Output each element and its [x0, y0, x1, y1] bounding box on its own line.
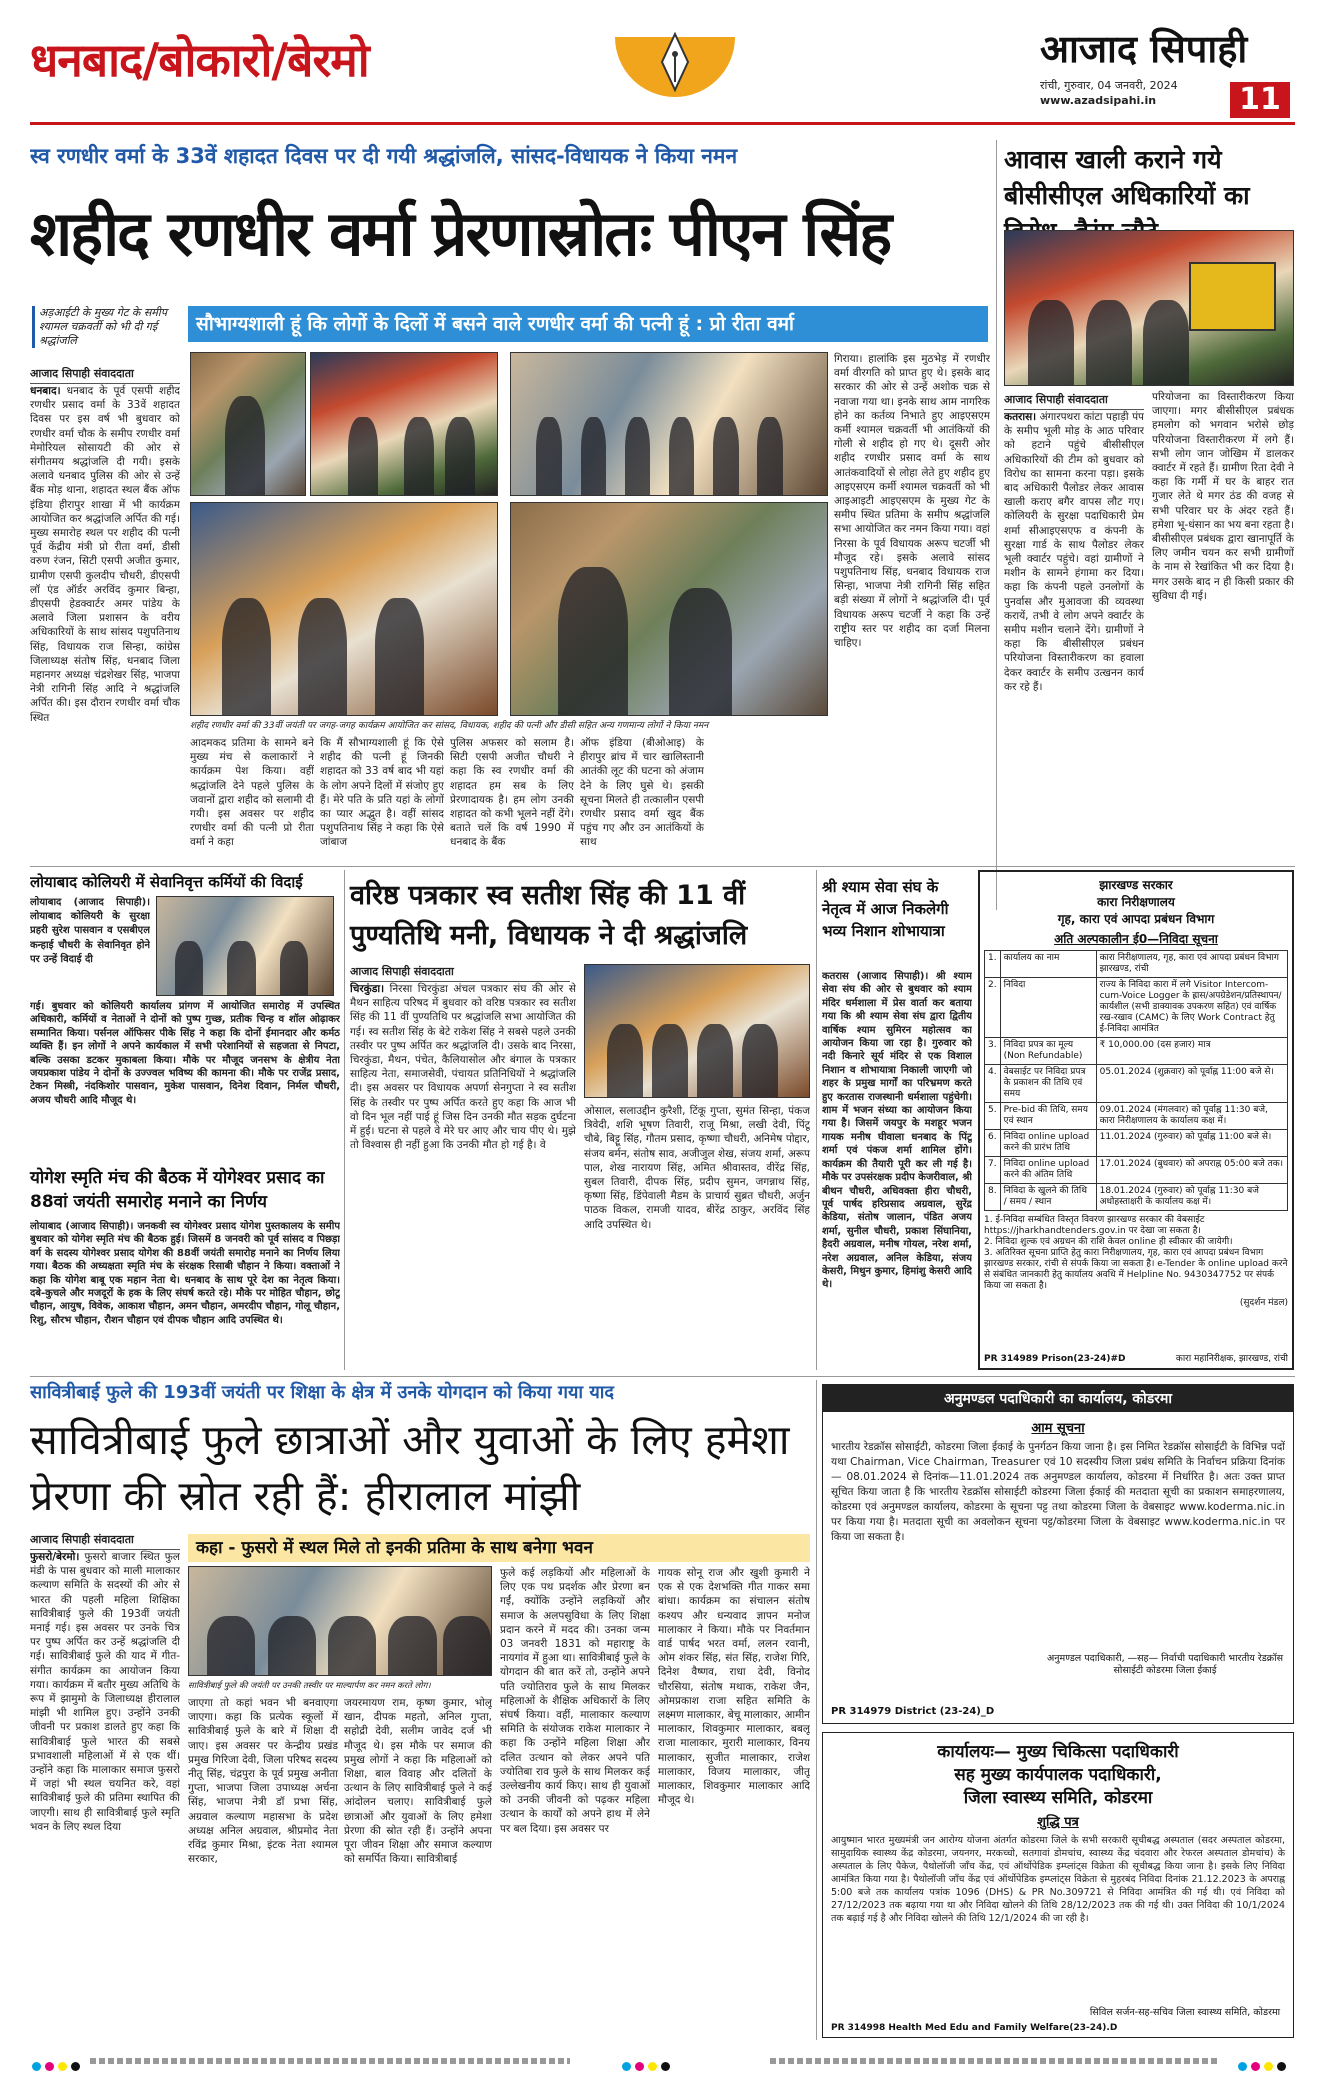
savitri-col3: जयरमायण राम, कृष्ण कुमार, भोलू खान, दीपक महतो, अनिल गुप्ता, सहोद्री देवी, सलीम जावेद दर्ज भी मौजूद थे। इस मौके पर समाज की प्रमुख लोगों ने कहा कि महिलाओं को शिक्षा, बाल विवाह और दलितों के उत्थान के लिए सावित्रीबाई फुले ने कई आंदोलन चलाए। सावित्रीबाई फुले छात्राओं और युवाओं के लिए हमेशा प्रेरणा की स्रोत रही हैं। उन्होंने अपना पूरा जीवन शिक्षा और समाज कल्याण को समर्पित किया। सावित्रीबाई [344, 1697, 492, 1866]
savitri-col5: गायक सोनू राज और खुशी कुमारी ने एक से एक देशभक्ति गीत गाकर समा बांधा। कार्यक्रम का संचालन संतोष कश्यप और धन्यवाद ज्ञापन मनोज मालाकार ने किया। मौके पर निवर्तमान वार्ड पार्षद भरत वर्मा, ललन रवानी, ओम शंकर सिंह, संत सिंह, राजेश गिरि, दिनेश वैष्णव, राधा देवी, विनोद चौरसिया, संतोष मथाक, राकेश जैन, ओमप्रकाश राजा सहित समिति के लक्ष्मण मालाकार, बेचू मालाकार, आमीन मालाकार, शिवकुमार मालाकार, बबलू राजा मालाकार, मुरारी मालाकार, विनय मालाकार, सुजीत मालाकार, राजेश मालाकार, विजय मालाकार, जीतू मालाकार, शिवकुमार मालाकार आदि मौजूद थे। [658, 1567, 810, 1807]
registration-marks-right [1236, 2056, 1288, 2075]
paper-logo [610, 32, 740, 107]
tender-row-value: ₹ 10,000.00 (दस हजार) मात्र [1096, 1038, 1287, 1065]
divider [30, 866, 1295, 867]
tender-notice [978, 870, 1294, 1370]
tender-row-number: 8. [985, 1184, 1001, 1211]
tender-pr: PR 314989 Prison(23-24)#D [984, 1354, 1126, 1364]
health-line3: जिला स्वास्थ्य समिति, कोडरमा [963, 1788, 1153, 1808]
tender-row-field: निविदा के खुलने की तिथि / समय / स्थान [1000, 1184, 1096, 1211]
divider [30, 1376, 1295, 1377]
bccl-byline: आजाद सिपाही संवाददाता [1004, 390, 1144, 410]
tender-row-number: 6. [985, 1130, 1001, 1157]
tender-row-field: वेबसाईट पर निविदा प्रपत्र के प्रकाशन की तिथि एवं समय [1000, 1065, 1096, 1103]
lead-headline: शहीद रणधीर वर्मा प्रेरणास्रोतः पीएन सिंह [30, 197, 891, 270]
tender-signatory-title: कारा महानिरीक्षक, झारखण्ड, रांची [1175, 1354, 1288, 1364]
koderma-signatory: अनुमण्डल पदाधिकारी, —सह— निर्वाची पदाधिकारी भारतीय रेडक्रॉस सोसाईटी कोडरमा जिला ईकाई [1047, 1653, 1283, 1676]
tender-row [985, 1065, 1288, 1103]
health-signatory: सिविल सर्जन-सह-सचिव जिला स्वास्थ्य समिति, कोडरमा [1089, 2007, 1281, 2018]
tender-row [985, 951, 1288, 978]
bccl-photo [1004, 230, 1294, 386]
lead-photo-1 [190, 352, 306, 496]
tender-notes [984, 1215, 1288, 1292]
lead-col6: गिराया। हालांकि इस मुठभेड़ में रणधीर वर्मा वीरगति को प्राप्त हुए थे। इसके बाद सरकार की ओर से उन्हें अशोक चक्र से नवाजा गया था। इनके साथ आम नागरिक होने का कर्तव्य निभाते हुए आइएसएम कर्मी श्यामल चक्रवर्ती भी आतंकियों की गोली से शहीद हो गए थे। दूसरी ओर शहीद रणधीर प्रसाद वर्मा के साथ आतंकवादियों से लोहा लेते हुए शहीद हुए आइएसएम कर्मी श्यामल चक्रवर्ती को भी आइआइटी आइएसएम के मुख्य गेट के समीप स्थित प्रतिमा के समीप श्रद्धांजलि सभा आयोजित कर नमन किया गया। वहां निरसा के पूर्व विधायक अरूप चटर्जी भी मौजूद रहे। इसके अलावे सांसद पशुपतिनाथ सिंह, धनबाद विधायक राज सिन्हा, भाजपा नेत्री रागिनी सिंह सहित बड़ी संख्या में लोगों ने श्रद्धांजलि दी। पूर्व विधायक अरूप चटर्जी ने कहा कि उन्हें राष्ट्रीय स्तर पर शहीद का दर्जा मिलना चाहिए। [834, 353, 990, 650]
shyam-headline: श्री श्याम सेवा संघ के नेतृत्व में आज निकलेगी भव्य निशान शोभायात्रा [822, 878, 949, 940]
savitri-col1-text: फुसरो बाजार स्थित फुल मंडी के पास बुधवार को माली मालाकार कल्याण समिति के सदस्यों की ओर से भारत की पहली महिला शिक्षिका सावित्रीबाई फुले की 193वीं जयंती मनाई गई। इस अवसर पर उनके चित्र पर पुष्प अर्पित कर उन्हें श्रद्धांजलि दी गई। सावित्रीबाई फुले की याद में गीत-संगीत कार्यक्रम का आयोजन किया गया। कार्यक्रम में बतौर मुख्य अतिथि के रूप में झामुमो के जिलाध्यक्ष हीरालाल मांझी भी शामिल हुए। उन्होंने उनकी जीवनी पर प्रकाश डालते हुए कहा कि सावित्रीबाई फुले भारत की सबसे प्रभावशाली महिलाओं में से एक थीं। उन्होंने कहा कि मालाकार समाज फुसरो में जहां भी स्थल चयनित करे, वहां सावित्रीबाई फुले की प्रतिमा स्थापित की जाएगी। साथ ही सावित्रीबाई फुले स्मृति भवन के लिए स्थल दिया [30, 1551, 180, 1833]
satish-headline: वरिष्ठ पत्रकार स्व सतीश सिंह की 11 वीं पुण्यतिथि मनी, विधायक ने दी श्रद्धांजलि [350, 880, 748, 951]
bccl-dateline: कतरास। [1004, 411, 1037, 423]
lead-col3: कि मैं सौभाग्यशाली हूं कि ऐसे शहीद की पत्नी हूं जिनकी शहादत को 33 वर्ष बाद भी यहां के लोग अपने दिलों में संजोए हुए हैं। मेरे पति के प्रति यहां के लोगों का प्यार अद्भुत है। वहीं सांसद पशुपतिनाथ सिंह ने कहा कि ऐसे जांबाज [320, 737, 444, 849]
tender-row-value: 17.01.2024 (बुधवार) को अपराह्न 05:00 बजे तक। [1096, 1157, 1287, 1184]
tender-signatory: (सुदर्शन मंडल) [1239, 1298, 1288, 1308]
divider [816, 870, 817, 1370]
koderma-notice [822, 1384, 1294, 1724]
koderma-body: भारतीय रेडक्रॉस सोसाईटी, कोडरमा जिला ईकाई के पुनर्गठन किया जाना है। इस निमित रेडक्रॉस सोसाईटी के विभिन्न पदों यथा Chairman, Vice Chairman, Treasurer एवं 10 सदस्यीय जिला प्रबंध समिति के निर्वाचन प्रक्रिया दिनांक— 08.01.2024 से दिनांक—11.01.2024 तक अनुमण्डल कार्यालय, कोडरमा में निर्धारित है। अतः उक्त प्राप्त सूचित किया जाता है कि भारतीय रेडक्रॉस सोसाईटी कोडरमा जिला ईकाई की मतदाता सूची का प्रकाशन समाहरणालय, कोडरमा एवं अनुमण्डल कार्यालय, कोडरमा के सूचना पट्ट तथा कोडरमा जिला के वेबसाइट www.koderma.nic.in पर किया गया है। मतदाता सूची का अवलोकन सूचना पट्ट/कोडरमा जिला के वेबसाइट www.koderma.nic.in पर किया जा सकता है। [831, 1441, 1285, 1543]
tender-row-field: निविदा online upload करने की प्रारंभ तिथि [1000, 1130, 1096, 1157]
lead-col1-text: धनबाद के पूर्व एसपी शहीद रणधीर प्रसाद वर्मा के 33वें शहादत दिवस पर इस वर्ष भी बुधवार को रणधीर वर्मा चौक के समीप रणधीर वर्मा मेमोरियल सोसायटी की ओर से संगीतमय श्रद्धांजलि दी गयी। इसके अलावे धनबाद पुलिस की ओर से उन्हें बैंक मोड़ थाना, शहादत स्थल बैंक ऑफ इंडिया हीरापुर शाखा में भी कार्यक्रम आयोजित कर श्रद्धांजलि अर्पित की गई। मुख्य समारोह स्थल पर शहीद की पत्नी पूर्व केंद्रीय मंत्री प्रो रीता वर्मा, डीसी वरुण रंजन, सिटी एसपी अजीत कुमार, ग्रामीण एसपी कुलदीप चौधरी, डीएसपी लॉ एंड ऑर्डर अरविंद कुमार बिन्हा, डीएसपी हेडक्वार्टर अमर पांडेय के अलावे जिला प्रशासन के वरीय अधिकारियों के साथ सांसद पशुपतिनाथ सिंह, विधायक राज सिन्हा, कांग्रेस जिलाध्यक्ष संतोष सिंह, धनबाद जिला महानगर अध्यक्ष चंद्रशेखर सिंह, भाजपा नेत्री रागिनी सिंह आदि ने श्रद्धांजलि अर्पित की। इस दौरान रणधीर वर्मा चौक स्थित [30, 385, 180, 724]
footer-bar-right [770, 2058, 1220, 2064]
tender-row-field: निविदा प्रपत्र का मूल्य (Non Refundable) [1000, 1038, 1096, 1065]
tender-row [985, 978, 1288, 1038]
savitri-headline: सावित्रीबाई फुले छात्राओं और युवाओं के लिए हमेशा प्रेरणा की स्रोत रही हैं: हीरालाल मांझी [30, 1416, 790, 1520]
health-notice [822, 1732, 1294, 2038]
koderma-office: अनुमण्डल पदाधिकारी का कार्यालय, कोडरमा [823, 1385, 1293, 1412]
satish-photo [584, 964, 810, 1098]
tender-gov: झारखण्ड सरकार [1099, 878, 1173, 892]
lead-side-caption: अड़आईटी के मुख्य गेट के समीप श्यामल चक्रवर्ती को भी दी गई श्रद्धांजलि [32, 306, 180, 348]
loyabad-body: गई। बुधवार को कोलियरी कार्यालय प्रांगण में आयोजित समारोह में उपस्थित अधिकारी, कर्मियों व नेताओं ने दोनों को पुष्प गुच्छ, प्रतीक चिन्ह व शॉल ओढ़ाकर सम्मानित किया। पर्सनल ऑफिसर पीके सिंह ने कहा कि दोनों ईमानदार और कर्मठ व्यक्ति हैं। इन लोगों ने अपने कार्यकाल में सभी परेशानियों से सहजता से निपटा, बल्कि उसका डटकर मुकाबला किया। मौके पर मौजूद जनसभ के क्षेत्रीय नेता जयप्रकाश पांडेय ने दोनों के उज्ज्वल भविष्य की कामना की। मौके पर राजेंद्र प्रसाद, टेकन मिस्त्री, नंदकिशोर पासवान, मुकेश पासवान, दिनेश दिवान, निर्मल चौधरी, अजय चौधरी आदि मौजूद थे। [30, 1001, 340, 1106]
tender-row-number: 7. [985, 1157, 1001, 1184]
divider [344, 870, 345, 1370]
health-pr: PR 314998 Health Med Edu and Family Welfare(23-24).D [831, 2023, 1118, 2033]
satish-col1 [350, 982, 576, 1368]
health-line2: सह मुख्य कार्यपालक पदाधिकारी, [954, 1765, 1162, 1785]
tender-note: 2. निविदा शुल्क एवं अग्रधन की राशि केवल online ही स्वीकार की जायेगी। [984, 1237, 1233, 1247]
lead-col5: ऑफ इंडिया (बीओआइ) के हीरापुर ब्रांच में चार खालिस्तानी आतंकी लूट की घटना को अंजाम देने के लिए घुसे थे। इसकी सूचना मिलते ही तत्कालीन एसपी रणधीर प्रसाद वर्मा खुद बैंक पहुंच गए और उन आतंकियों के साथ [580, 737, 704, 849]
lead-col4: पुलिस अफसर को सलाम है। सिटी एसपी अजीत चौधरी ने कहा कि स्व रणधीर वर्मा की शहादत हम सब के लिए प्रेरणादायक है। हम लोग उनकी शहादत को कभी भूलने नहीं देंगे। बताते चलें कि वर्ष 1990 में धनबाद के बैंक [450, 737, 574, 849]
yogeshwar-body: लोयाबाद (आजाद सिपाही)। जनकवी स्व योगेश्वर प्रसाद योगेश पुस्तकालय के समीप बुधवार को योगेश स्मृति मंच की बैठक हुई। जिसमें 8 जनवरी को पूर्व सांसद व पिछड़ा वर्ग के सदस्य योगेश्वर प्रसाद योगेश की 88वीं जयंती समारोह मनाने का निर्णय लिया गया। बैठक की अध्यक्षता स्मृति मंच के संरक्षक रिसाबी चौहान ने किया। वक्ताओं ने कहा कि योगेश बाबू एक महान नेता थे। धनबाद के साथ पूरे देश का नेतृत्व किया। दबे-कुचले और मजदूरों के हक के लिए संघर्ष करते रहे। मौके पर मोहित चौहान, छोटू चौहान, आयुष, विवेक, आकाश चौहान, अमन चौहान, अमरदीप चौहान, गोलू चौहान, रिशु, सौरभ चौहान, रौशन चौहान एवं दीपक चौहान आदि उपस्थित थे। [30, 1221, 340, 1326]
lead-photo-5 [510, 502, 828, 716]
tender-note: 1. ई-निविदा सम्बंधित विस्तृत विवरण झारखण्ड सरकार की वेबसाईट https://jharkhandtenders.gov.in पर देखा जा सकता है। [984, 1215, 1205, 1236]
tender-row-value: 09.01.2024 (मंगलवार) को पूर्वाह्न 11:30 बजे, कारा निरीक्षणालय के कार्यालय कक्ष में। [1096, 1103, 1287, 1130]
health-title: शुद्धि पत्र [1037, 1815, 1079, 1830]
loyabad-photo [156, 896, 334, 996]
tender-row-value: 11.01.2024 (गुरुवार) को पूर्वाह्न 11:00 बजे से। [1096, 1130, 1287, 1157]
lead-col2: आदमकद प्रतिमा के सामने बने मुख्य मंच से कलाकारों ने कार्यक्रम पेश किया। वहीं श्रद्धांजलि देने पहले पुलिस के जवानों द्वारा शहीद को सलामी दी गयी। इस अवसर पर शहीद रणधीर वर्मा की पत्नी प्रो रीता वर्मा ने कहा [190, 737, 314, 849]
lead-col1 [30, 384, 180, 904]
tender-notice-title: अति अल्पकालीन ई0—निविदा सूचना [1054, 932, 1218, 946]
lead-photo-caption: शहीद रणधीर वर्मा की 33वीं जयंती पर जगह-जगह कार्यक्रम आयोजित कर सांसद, विधायक, शहीद की पत्नी और डीसी सहित अन्य गणमान्य लोगों ने किया नमन [190, 721, 709, 731]
dateline: रांची, गुरुवार, 04 जनवरी, 2024 [1040, 79, 1178, 92]
tender-row-value: 18.01.2024 (गुरुवार) को पूर्वाह्न 11:30 बजे अधोहस्ताक्षरी के कार्यालय कक्ष में। [1096, 1184, 1287, 1211]
health-body: आयुष्मान भारत मुख्यमंत्री जन आरोग्य योजना अंतर्गत कोडरमा जिले के सभी सरकारी सूचीबद्ध अस्पताल (सदर अस्पताल कोडरमा, सामुदायिक स्वास्थ्य केंद्र कोडरमा, जयनगर, मरकच्चो, सतगावां डोमचांच, स्वास्थ्य केंद्र चंदवारा और रेफरल अस्पताल डोमचांच) के अस्पताल के लिए पैकेज, पैथोलॉजी जाँच केंद्र, एवं ऑर्थोपेडिक इम्प्लांट्स विक्रेता की सूचीबद्ध किया जाना है। इसके लिए निविदा आमंत्रित किया गया है। पैथोलॉजी जाँच केंद्र एवं ऑर्थोपेडिक इम्प्लांट्स विक्रेता से मुहरबंद निविदा दिनांक 21.12.2023 के अपराह्न 5:00 बजे तक कार्यालय पत्रांक 1096 (DHS) & PR No.309721 से निविदा आमंत्रित की गई थी। एवं निविदा को 27/12/2023 तक बढ़ाया गया था और निविदा खोलने की तिथि 28/12/2023 तक की गई थी। उक्त निविदा की 10/1/2024 तक बढ़ाई गई है और निविदा खोलने की तिथि 12/1/2024 की जा रही है। [831, 1835, 1285, 1924]
tender-row-field: Pre-bid की तिथि, समय एवं स्थान [1000, 1103, 1096, 1130]
footer-bar-left [90, 2058, 570, 2064]
savitri-photo [188, 1566, 492, 1676]
bccl-col1 [1004, 410, 1144, 910]
bccl-headline: आवास खाली कराने गये बीसीसीएल अधिकारियों का [1004, 145, 1250, 210]
bccl-col1-text: अंगारपथरा कांटा पहाड़ी पंप के समीप भूली मोड़ के आठ परिवार को हटाने पहुंचे बीसीसीएल अधिकारियों की टीम को बुधवार को विरोध का सामना करना पड़ा। इसके बाद अधिकारी पैलोडर लेकर आवास खाली कराए बगैर वापस लौट गए। कोलियरी के सुरक्षा पदाधिकारी प्रेम शर्मा सीआइएसएफ व कंपनी के सुरक्षा गार्ड के साथ पैलोडर लेकर भूली क्वार्टर पहुंचे। वहां ग्रामीणों ने मशीन के सामने हंगामा कर दिया। कहा कि कंपनी पहले उनलोगों के पुनर्वास और मुआवजा की व्यवस्था करायें, तभी वे लोग अपने क्वार्टर के समीप मशीन चलाने देंगे। ग्रामीणों ने कहा कि बीसीसीएल प्रबंधन परियोजना विस्तारीकरण का हवाला देकर क्वार्टर के समीप उत्खनन कार्य कर रहे हैं। [1004, 411, 1144, 693]
lead-byline: आजाद सिपाही संवाददाता [30, 364, 180, 384]
lead-photo-2 [310, 352, 498, 496]
tender-ministry: गृह, कारा एवं आपदा प्रबंधन विभाग [1057, 912, 1215, 926]
savitri-dateline: फुसरो/बेरमो। [30, 1551, 80, 1563]
masthead-rule [30, 122, 1295, 125]
savitri-kicker: सावित्रीबाई फुले की 193वीं जयंती पर शिक्षा के क्षेत्र में उनके योगदान को किया गया याद [30, 1382, 614, 1403]
registration-marks-center [620, 2056, 672, 2075]
tender-row-number: 2. [985, 978, 1001, 1038]
lead-kicker: स्व रणधीर वर्मा के 33वें शहादत दिवस पर दी गयी श्रद्धांजलि, सांसद-विधायक ने किया नमन [30, 144, 738, 168]
tender-row-field: निविदा online upload करने की अंतिम तिथि [1000, 1157, 1096, 1184]
savitri-col2: जाएगा तो कहां भवन भी बनवाएगा जाएगा। कहा कि प्रत्येक स्कूलों में सावित्रीबाई फुले के बारे में शिक्षा दी जाए। इस अवसर पर केन्द्रीय प्रखंड प्रमुख गिरिजा देवी, जिला परिषद सदस्य नीतू सिंह, चंद्रपुरा के पूर्व प्रमुख अनीता गुप्ता, भाजपा जिला उपाध्यक्ष अर्चना सिंह, भाजपा नेत्री डॉ प्रभा सिंह, अग्रवाल कल्याण महासभा के प्रदेश अध्यक्ष अनिल अग्रवाल, श्रीप्रमोद नेता रविंद्र कुमार मिश्रा, इंटक नेता श्यामल सरकार, [188, 1697, 338, 1866]
shyam-body: कतरास (आजाद सिपाही)। श्री श्याम सेवा संघ की ओर से बुधवार को श्याम मंदिर धर्मशाला में प्रेस वार्ता कर बताया गया कि श्री श्याम सेवा संघ द्वारा द्वितीय वार्षिक श्याम सुमिरन महोत्सव का आयोजन किया जा रहा है। गुरुवार को नदी किनारे सूर्य मंदिर से एक विशाल निशान व शोभायात्रा निकाली जाएगी जो शहर के प्रमुख मार्गों का परिभ्रमण करते हुए करतास राजस्थानी धर्मशाला पहुंचेगी। शाम में भजन संध्या का आयोजन किया गया है। जिसमें जयपुर के मशहूर भजन गायक मनीष घीवाला धनबाद के पिंटू शर्मा एवं पंकज शर्मा शामिल होंगे। कार्यक्रम की तैयारी पूरी कर ली गई है। मौके पर उपसंरक्षक प्रदीप केजरीवाल, श्री बीथन चौधरी, अधिवक्ता हीरा चौधरी, पूर्व पार्षद हरिप्रसाद अग्रवाल, सुरेंद्र केडिया, संतोष जालान, पंडित अजय शर्मा, सुनील चौधरी, प्रकाश सिंघानिया, हैदरी अग्रवाल, मनीष गोयल, नरेश शर्मा, नरेश अग्रवाल, अनिल केडिया, संजय केसरी, मिथुन कुमार, हिमांशु केसरी आदि थे। [822, 971, 972, 1291]
paper-name: आजाद सिपाही [1040, 27, 1248, 71]
tender-row-field: निविदा [1000, 978, 1096, 1038]
satish-col1-text: निरसा चिरकुंडा अंचल पत्रकार संघ की ओर से मैथन साहित्य परिषद में बुधवार को वरिष्ठ पत्रकार स्व सतीश सिंह की 11 वीं पुण्यतिथि पर श्रद्धांजलि सभा आयोजित की गई। स्व सतीश सिंह के बेटे राकेश सिंह ने सबसे पहले उनकी तस्वीर पर पुष्प अर्पित कर श्रद्धांजलि दी। उसके बाद निरसा, चिरकुंडा, मैथन, पंचेत, कैलियासोल और बंगाल के पत्रकार साहित्य नेता, समाजसेवी, पंचायत प्रतिनिधियों ने श्रद्धांजलि दी। इस अवसर पर विधायक अपर्णा सेनगुप्ता ने स्व सतीश सिंह के तस्वीर पर पुष्प अर्पित करते हुए कहा कि आज भी वो दिन भूल नहीं पाई हूं जिस दिन उनकी मौत सड़क दुर्घटना में हुई। घटना से पहले वे मेरे घर आए और चाय पीए थे। मुझे तो विश्वास ही नहीं हुआ कि उनकी मौत हो गई है। वे [350, 983, 576, 1152]
tender-note: 3. अतिरिक्त सूचना प्राप्ति हेतु कारा निरीक्षणालय, गृह, कारा एवं आपदा प्रबंधन विभाग झारखण्ड सरकार, रांची से संपर्क किया जा सकता है। e-Tender के online upload करने से संबंधित जानकारी हेतु कार्यालय अवधि में Helpline No. 9430347752 पर संपर्क किया जा सकता है। [984, 1248, 1288, 1291]
loyabad-headline: लोयाबाद कोलियरी में सेवानिवृत्त कर्मियों की विदाई [30, 873, 303, 891]
loyabad-lead: लोयाबाद (आजाद सिपाही)। लोयाबाद कोलियरी के सुरक्षा प्रहरी सुरेश पासवान व एसबीएल कन्हाई चौधरी के सेवानिवृत होने पर उन्हें विदाई दी [30, 897, 150, 965]
tender-row [985, 1184, 1288, 1211]
tender-row [985, 1103, 1288, 1130]
lead-dateline: धनबाद। [30, 385, 61, 397]
health-line1: कार्यालयः— मुख्य चिकित्सा पदाधिकारी [937, 1742, 1179, 1762]
yogeshwar-headline: योगेश स्मृति मंच की बैठक में योगेश्वर प्रसाद का 88वां जयंती समारोह मनाने का निर्णय [30, 1168, 325, 1212]
lead-photo-3 [510, 352, 828, 496]
tender-row-number: 5. [985, 1103, 1001, 1130]
savitri-subhead: कहा - फुसरो में स्थल मिले तो इनकी प्रतिमा के साथ बनेगा भवन [188, 1534, 810, 1562]
savitri-col1 [30, 1550, 180, 2036]
savitri-col4: फुले कई लड़कियों और महिलाओं के लिए एक पथ प्रदर्शक और प्रेरणा बन गईं, क्योंकि उन्होंने लड़कियों और समाज के अलपसुविधा के लिए शिक्षा प्रदान करने में मदद की। उनका जन्म 03 जनवरी 1831 को महाराष्ट्र के नायगांव में हुआ था। सावित्रीबाई फुले के योगदान की बात करें तो, उन्होंने अपने पति ज्योतिराव फुले के साथ मिलकर महिलाओं के शैक्षिक अधिकारों के लिए संघर्ष किया। वहीं, मालाकार कल्याण समिति के संयोजक राकेश मालाकार ने कहा कि उन्होंने महिला शिक्षा और दलित उत्थान को लेकर अपने पति ज्योतिबा राव फुले के साथ मिलकर कई उल्लेखनीय कार्य किए। साथ ही युवाओं को उनकी जीवनी को पढ़कर महिला उत्थान के कार्यों को अपने हाथ में लेने पर बल दिया। इस अवसर पर [500, 1567, 650, 1835]
page-number: 11 [1230, 82, 1290, 118]
section-title: धनबाद/बोकारो/बेरमो [30, 33, 369, 87]
bccl-col2: परियोजना का विस्तारीकरण किया जाएगा। मगर बीसीसीएल प्रबंधक हमलोग को भगवान भरोसे छोड़ परियोजना विस्तारीकरण में लगे हैं। सभी लोग जान जोखिम में डालकर क्वार्टर में रहते हैं। ग्रामीण रिता देवी ने कहा कि गर्मी में घर के बाहर रात गुजार लेते थे मगर ठंड की वजह से सभी परिवार घर के अंदर रहते हैं। हमेशा भू-धंसान का भय बना रहता है। बीसीसीएल प्रबंधक द्वारा खानापूर्ति के लिए जमीन चयन कर सभी ग्रामीणों के नाम से रेखांकित भी कर दिया है। मगर उसके बाद न ही किसी प्रकार की सुविधा दी गई। [1152, 391, 1294, 602]
koderma-pr: PR 314979 District (23-24)_D [831, 1706, 995, 1717]
tender-row-field: कार्यालय का नाम [1000, 951, 1096, 978]
divider [816, 1380, 817, 2040]
satish-dateline: चिरकुंडा। [350, 983, 385, 995]
website: www.azadsipahi.in [1040, 94, 1157, 107]
savitri-photo-caption: सावित्रीबाई फुले की जयंती पर उनकी तस्वीर पर माल्यार्पण कर नमन करते लोग। [188, 1681, 431, 1691]
tender-row-value: राज्य के निविदा कारा में लगे Visitor Intercom-cum-Voice Logger के ह्रास/अपग्रेडेशन/प्रतिस्थापन/कार्यशील (सभी डाक्यावक उपकरण सहित) एवं वार्षिक रख-रखाव (CAMC) के लिए Work Contract हेतु ई-निविदा आमंत्रित [1096, 978, 1287, 1038]
savitri-byline: आजाद सिपाही संवाददाता [30, 1530, 180, 1550]
tender-row [985, 1157, 1288, 1184]
lead-subhead: सौभाग्यशाली हूं कि लोगों के दिलों में बसने वाले रणधीर वर्मा की पत्नी हूं : प्रो रीता वर्मा [188, 306, 988, 342]
satish-col3: ओसाल, सलाउद्दीन कुरैशी, टिंकू गुप्ता, सुमंत सिन्हा, पंकज त्रिवेदी, शशि भूषण तिवारी, राजू मिश्रा, लखी देवी, पिंटू चौबे, बिट्टू सिंह, गौतम प्रसाद, कृष्णा चौधरी, अनिमेष पोद्दार, संजय बर्मन, संतोष साव, अजीजुल शेख, संजय शर्मा, अरूप पाल, शेख नारायण सिंह, अमित श्रीवास्तव, वीरेंद्र सिंह, सुबल तिवारी, दीपक सिंह, प्रदीप सुमन, जगन्नाथ सिंह, कृष्णा सिंह, डिंपेवाली मैडम के प्राचार्य सुब्रत चौधरी, अर्जुन पाठक विकल, रामजी यादव, बीरेंद्र ठाकुर, अरविंद सिंह आदि उपस्थित थे। [584, 1105, 810, 1231]
tender-row-value: 05.01.2024 (शुक्रवार) को पूर्वाह्न 11:00 बजे से। [1096, 1065, 1287, 1103]
divider [996, 140, 997, 910]
tender-row-number: 1. [985, 951, 1001, 978]
lead-photo-4 [190, 502, 498, 716]
tender-dept: कारा निरीक्षणालय [1097, 895, 1175, 909]
registration-marks-left [30, 2056, 82, 2075]
koderma-title: आम सूचना [1031, 1421, 1085, 1436]
tender-row-value: कारा निरीक्षणालय, गृह, कारा एवं आपदा प्रबंधन विभाग झारखण्ड, रांची [1096, 951, 1287, 978]
tender-row-number: 3. [985, 1038, 1001, 1065]
tender-table [984, 950, 1288, 1211]
satish-byline: आजाद सिपाही संवाददाता [350, 962, 570, 982]
masthead [0, 0, 1325, 128]
tender-row [985, 1038, 1288, 1065]
tender-row [985, 1130, 1288, 1157]
tender-row-number: 4. [985, 1065, 1001, 1103]
